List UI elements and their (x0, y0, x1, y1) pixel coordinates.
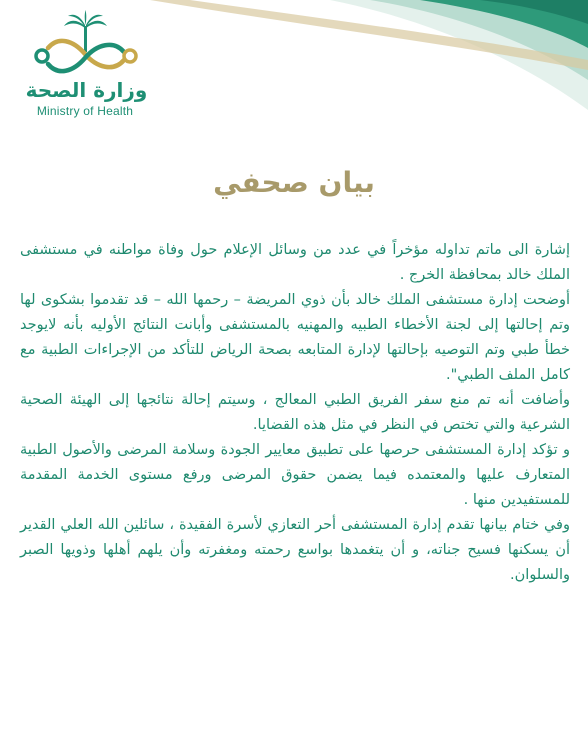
body-paragraph: إشارة الى ماتم تداوله مؤخراً في عدد من وسائل الإعلام حول وفاة مواطنه في مستشفى الملك خالد بمحافظة الخرج . (20, 242, 570, 283)
logo-arabic-text: وزارة الصحة (25, 78, 148, 102)
body-paragraph: وأضافت أنه تم منع سفر الفريق الطبي المعالج ، وسيتم إحالة نتائجها إلى الهيئة الصحية الشرعية والتي تختص في النظر في مثل هذه القضايا. (20, 392, 570, 433)
document-title: بيان صحفي (213, 166, 375, 199)
body-paragraph: و تؤكد إدارة المستشفى حرصها على تطبيق معايير الجودة وسلامة المرضى والأصول الطبية المتعارف عليها والمعتمده فيما يضمن حقوق المرضى ورفع مستوى الخدمة المقدمة للمستفيدين منها . (20, 442, 570, 508)
logo-english-text: Ministry of Health (36, 104, 134, 118)
body-paragraph: وفي ختام بيانها تقدم إدارة المستشفى أحر التعازي لأسرة الفقيدة ، سائلين الله العلي القدير أن يسكنها فسيح جناته، و أن يتغمدها بواسع رحمته ومغفرته وأن يلهم أهلها وذويها الصبر والسلوان. (20, 517, 570, 583)
document-body (20, 238, 570, 588)
body-paragraph: أوضحت إدارة مستشفى الملك خالد بأن ذوي المريضة – رحمها الله – قد تقدموا بشكوى لها وتم إحالتها إلى لجنة الأخطاء الطبيه والمهنيه بالمستشفى وأبانت النتائج الأوليه بأنه لايوجد خطأ طبي وتم التوصيه بإحالتها لإدارة المتابعه بصحة الرياض للتأكد من الإجراءات الطبية مع كامل الملف الطبي". (20, 292, 570, 383)
